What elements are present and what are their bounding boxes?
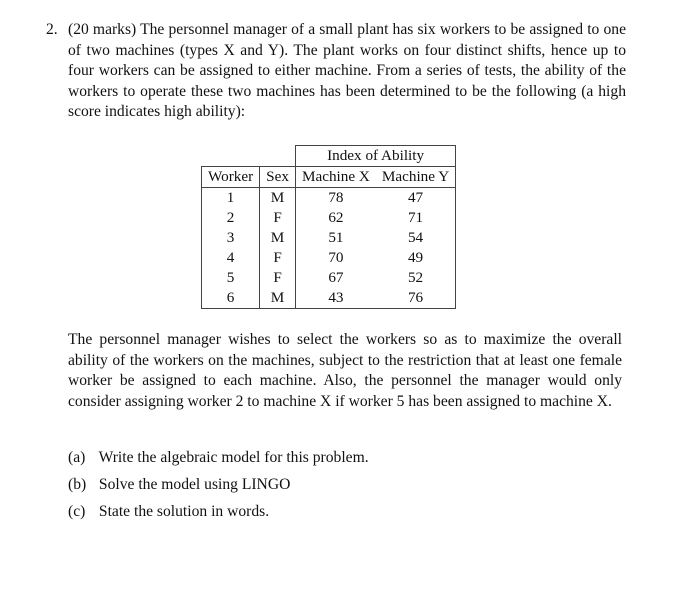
part-text: Solve the model using LINGO [98,476,291,493]
restriction-paragraph: The personnel manager wishes to select the workers so as to maximize the overall ability of the workers on the machines, subject to the restriction that at least one female worker be assigned to each machine. Also, the personnel the manager would only consider assigning worker 2 to machine X if worker 5 has been assigned to machine X. [68,331,622,410]
header-worker: Worker [202,167,260,188]
header-sex: Sex [260,167,296,188]
cell-machine-y: 47 [376,188,456,209]
table-row [202,188,456,209]
cell-machine-y: 71 [376,208,456,228]
cell-machine-x: 51 [328,229,344,246]
cell-worker: 5 [202,268,260,288]
cell-machine-y: 52 [376,268,456,288]
part-label: (b) [68,476,87,493]
header-machine-y: Machine Y [376,167,456,188]
cell-machine-x: 43 [295,288,375,309]
part-c [68,502,369,523]
problem-number: 2. [46,21,58,38]
cell-sex: M [260,288,296,309]
part-text: State the solution in words. [98,503,270,520]
part-label: (c) [68,503,86,520]
cell-worker: 3 [202,228,260,248]
part-text: Write the algebraic model for this problem. [98,449,369,466]
table-header-row [202,167,456,188]
cell-sex: F [260,268,296,288]
cell-machine-x: 70 [328,249,344,266]
cell-machine-y: 49 [376,248,456,268]
cell-worker: 1 [202,188,260,209]
header-machine-x: Machine X [295,167,375,188]
index-of-ability-header: Index of Ability [295,146,455,167]
cell-sex: M [260,228,296,248]
cell-machine-y: 54 [376,228,456,248]
table-row [202,288,456,309]
part-b [68,475,369,496]
cell-machine-x: 67 [328,269,344,286]
table-row [202,208,456,228]
ability-table [201,145,456,309]
problem-intro: (20 marks) The personnel manager of a small plant has six workers to be assigned to one of two machines (types X and Y). The plant works on four distinct shifts, hence up to four workers can be assigned to either machine. From a series of tests, the ability of the workers to operate these two machines has been determined to be the following (a high score indicates high ability): [68,21,626,120]
problem-statement [46,20,626,123]
cell-sex: M [260,188,296,209]
part-label: (a) [68,449,86,466]
cell-machine-x: 78 [328,189,344,206]
table-row [202,228,456,248]
cell-worker: 2 [202,208,260,228]
cell-worker: 4 [202,248,260,268]
table-group-header-row [202,146,456,167]
cell-sex: F [260,248,296,268]
table-row [202,268,456,288]
question-parts [68,448,369,529]
cell-machine-y: 76 [376,288,456,309]
table-row [202,248,456,268]
cell-machine-x: 62 [328,209,344,226]
cell-worker: 6 [202,288,260,309]
part-a [68,448,369,469]
cell-sex: F [260,208,296,228]
